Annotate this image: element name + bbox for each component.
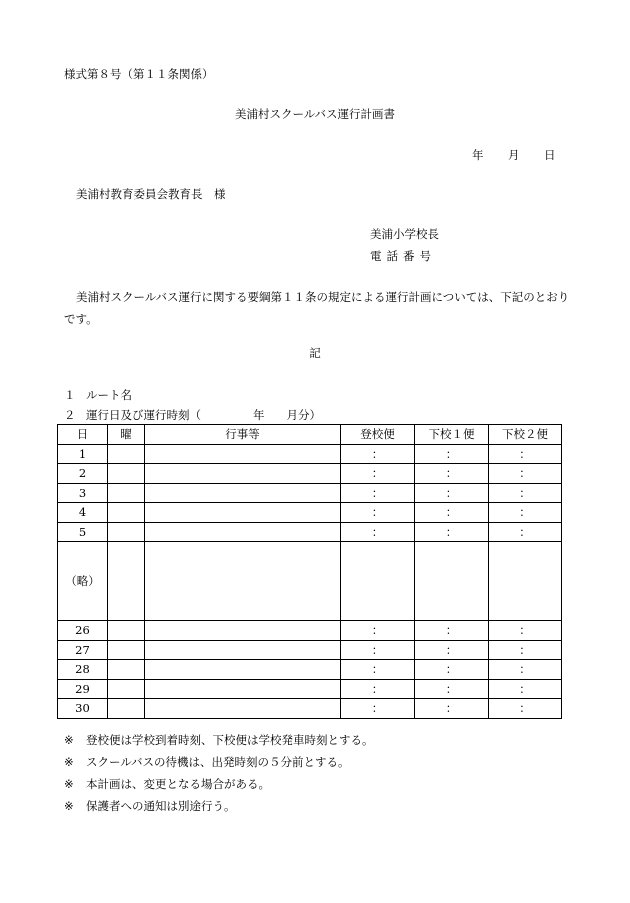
weekday-cell xyxy=(108,699,145,719)
header-morning-bus: 登校便 xyxy=(341,425,415,445)
table-row xyxy=(58,464,562,484)
item-label: ルート名 xyxy=(86,388,132,402)
time-cell: ： xyxy=(415,679,489,699)
header-event: 行事等 xyxy=(145,425,341,445)
day-cell: 28 xyxy=(58,660,108,680)
addressee: 美浦村教育委員会教育長 様 xyxy=(76,187,226,201)
event-cell xyxy=(145,679,341,699)
note-text: 登校便は学校到着時刻、下校便は学校発車時刻とする。 xyxy=(86,733,374,747)
item-schedule xyxy=(64,407,321,423)
event-cell xyxy=(145,522,341,542)
note-text: 本計画は、変更となる場合がある。 xyxy=(86,777,270,791)
time-cell: ： xyxy=(415,699,489,719)
table-row xyxy=(58,699,562,719)
date-year: 年 xyxy=(472,148,484,162)
time-cell: ： xyxy=(341,464,415,484)
item-route-name xyxy=(64,387,132,403)
event-cell xyxy=(145,464,341,484)
time-cell: ： xyxy=(341,444,415,464)
table-row xyxy=(58,522,562,542)
weekday-cell xyxy=(108,483,145,503)
table-row xyxy=(58,503,562,523)
table-row xyxy=(58,660,562,680)
event-cell xyxy=(145,640,341,660)
ki-heading: 記 xyxy=(309,346,321,360)
weekday-cell xyxy=(108,503,145,523)
time-cell: ： xyxy=(489,444,562,464)
day-cell: 4 xyxy=(58,503,108,523)
time-cell: ： xyxy=(341,640,415,660)
time-cell: ： xyxy=(341,679,415,699)
time-cell: ： xyxy=(415,660,489,680)
day-cell: 27 xyxy=(58,640,108,660)
time-cell: ： xyxy=(489,522,562,542)
item-number: １ xyxy=(64,388,76,402)
weekday-cell xyxy=(108,444,145,464)
day-cell: 26 xyxy=(58,621,108,641)
time-cell: ： xyxy=(341,699,415,719)
item-label: 運行日及び運行時刻（ xyxy=(86,408,201,422)
note-text: スクールバスの待機は、出発時刻の５分前とする。 xyxy=(86,755,350,769)
time-cell: ： xyxy=(341,522,415,542)
header-day: 日 xyxy=(58,425,108,445)
time-cell: ： xyxy=(341,621,415,641)
table-row xyxy=(58,444,562,464)
time-cell: ： xyxy=(489,464,562,484)
table-row xyxy=(58,483,562,503)
table-row-omitted xyxy=(58,542,562,621)
weekday-cell xyxy=(108,522,145,542)
item-month: 月分） xyxy=(286,408,321,422)
date-day: 日 xyxy=(544,148,556,162)
time-cell: ： xyxy=(415,483,489,503)
time-cell: ： xyxy=(415,621,489,641)
omit-label: （略） xyxy=(58,542,108,621)
day-cell: 3 xyxy=(58,483,108,503)
event-cell xyxy=(145,621,341,641)
day-cell: 5 xyxy=(58,522,108,542)
weekday-cell xyxy=(108,660,145,680)
day-cell: 2 xyxy=(58,464,108,484)
time-cell: ： xyxy=(341,660,415,680)
note-item xyxy=(64,729,374,751)
body-text: 美浦村スクールバス運行に関する要綱第１１条の規定による運行計画については、下記のとおりです。 xyxy=(64,290,570,326)
day-cell: 1 xyxy=(58,444,108,464)
time-cell: ： xyxy=(415,444,489,464)
table-header-row xyxy=(58,425,562,445)
phone-label: 電話番号 xyxy=(370,249,436,263)
header-weekday: 曜 xyxy=(108,425,145,445)
form-number: 様式第８号（第１１条関係） xyxy=(64,67,214,81)
header-afternoon-bus-2: 下校２便 xyxy=(489,425,562,445)
event-cell xyxy=(145,444,341,464)
time-cell: ： xyxy=(415,503,489,523)
date-month: 月 xyxy=(508,148,520,162)
event-cell xyxy=(145,503,341,523)
time-cell: ： xyxy=(415,464,489,484)
note-mark: ※ xyxy=(64,733,74,747)
weekday-cell xyxy=(108,464,145,484)
time-cell: ： xyxy=(489,699,562,719)
note-item xyxy=(64,751,374,773)
time-cell: ： xyxy=(341,503,415,523)
weekday-cell xyxy=(108,640,145,660)
date-line xyxy=(472,147,556,163)
document-title: 美浦村スクールバス運行計画書 xyxy=(235,107,395,121)
day-cell: 29 xyxy=(58,679,108,699)
item-year: 年 xyxy=(253,408,265,422)
note-mark: ※ xyxy=(64,777,74,791)
weekday-cell xyxy=(108,679,145,699)
note-mark: ※ xyxy=(64,799,74,813)
weekday-cell xyxy=(108,621,145,641)
time-cell: ： xyxy=(489,483,562,503)
time-cell: ： xyxy=(489,621,562,641)
time-cell: ： xyxy=(489,640,562,660)
note-mark: ※ xyxy=(64,755,74,769)
schedule-table xyxy=(57,424,562,719)
table-row xyxy=(58,640,562,660)
event-cell xyxy=(145,699,341,719)
note-item xyxy=(64,795,374,817)
day-cell: 30 xyxy=(58,699,108,719)
sender-title: 美浦小学校長 xyxy=(370,227,439,241)
header-afternoon-bus-1: 下校１便 xyxy=(415,425,489,445)
event-cell xyxy=(145,660,341,680)
time-cell: ： xyxy=(489,660,562,680)
time-cell: ： xyxy=(489,503,562,523)
note-text: 保護者への通知は別途行う。 xyxy=(86,799,236,813)
time-cell: ： xyxy=(415,640,489,660)
table-row xyxy=(58,679,562,699)
time-cell: ： xyxy=(489,679,562,699)
time-cell: ： xyxy=(415,522,489,542)
event-cell xyxy=(145,483,341,503)
note-item xyxy=(64,773,374,795)
table-row xyxy=(58,621,562,641)
notes xyxy=(64,729,374,817)
time-cell: ： xyxy=(341,483,415,503)
item-number: ２ xyxy=(64,408,76,422)
